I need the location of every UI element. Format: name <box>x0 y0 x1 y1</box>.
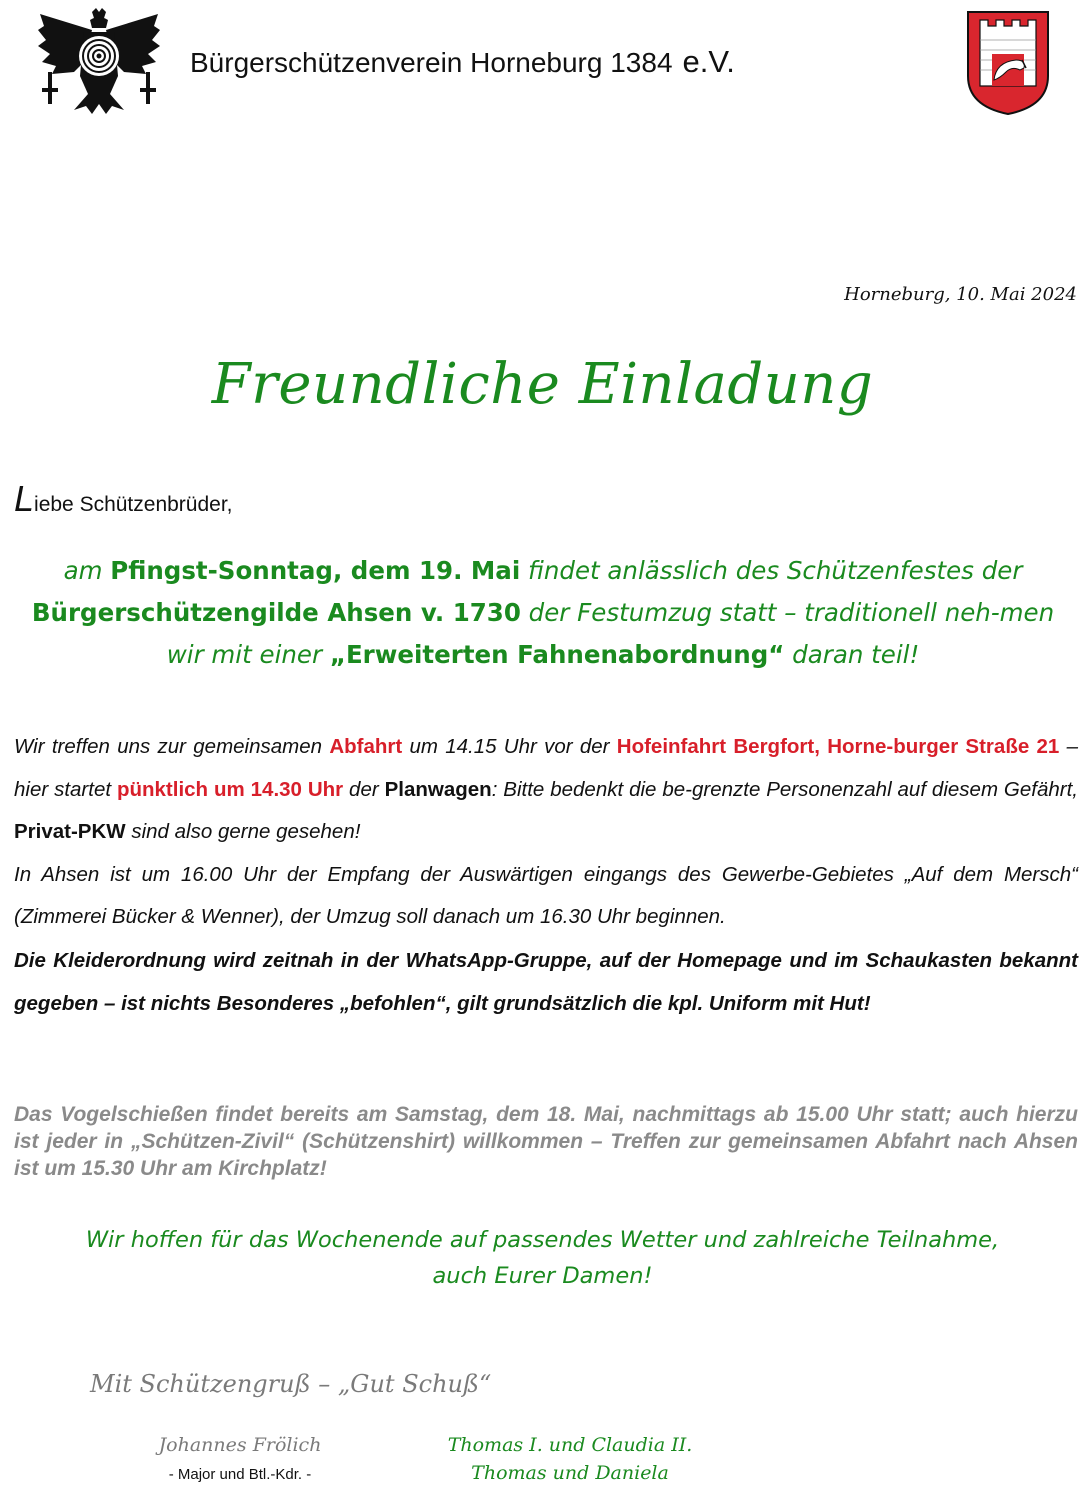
closing-line-1: Wir hoffen für das Wochenende auf passendes Wetter und zahlreiche Teilnahme, <box>85 1227 1000 1253</box>
intro-text-2: findet anlässlich des Schützenfestes der <box>520 556 1023 585</box>
eagle-target-emblem-icon <box>34 6 164 116</box>
departure-text-4: der <box>343 777 385 801</box>
departure-text-6: sind also gerne gesehen! <box>125 820 361 843</box>
signature-right-line-2: Thomas und Daniela <box>471 1462 669 1484</box>
club-name-heading <box>190 44 950 80</box>
greeting: Mit Schützengruß – „Gut Schuß“ <box>90 1370 492 1398</box>
ahsen-paragraph: In Ahsen ist um 16.00 Uhr der Empfang der Auswärtigen eingangs des Gewerbe-Gebietes „Auf dem Mersch“ (Zimmerei Bücker & Wenner), der Umzug soll danach um 16.30 Uhr beginnen. <box>14 862 1078 928</box>
intro-text-1: am <box>63 556 111 585</box>
dress-code-paragraph: Die Kleiderordnung wird zeitnah in der WhatsApp-Gruppe, auf der Homepage und im Schaukasten bekannt gegeben – ist nichts Besonderes „befohlen“, gilt grundsätzlich die kpl. Uniform mit Hut! <box>14 948 1078 1015</box>
time-highlight: pünktlich um 14.30 Uhr <box>116 777 344 801</box>
intro-guild-highlight: Bürgerschützengilde Ahsen v. 1730 <box>31 598 521 627</box>
details-section <box>14 726 1078 1025</box>
departure-paragraph <box>14 726 1078 854</box>
intro-paragraph <box>14 550 1072 676</box>
signature-left-name: Johannes Frölich <box>158 1434 322 1456</box>
closing-paragraph <box>0 1222 1085 1294</box>
club-name-text: Bürgerschützenverein Horneburg 1384 <box>190 47 673 78</box>
wagon-highlight: Planwagen <box>384 777 492 801</box>
bird-shooting-paragraph: Das Vogelschießen findet bereits am Samstag, dem 18. Mai, nachmittags ab 15.00 Uhr statt; auch hierzu ist jeder in „Schützen-Zivil“ (Schützenshirt) willkommen – Treffen zur gemeinsamen Abfahrt nach Ahsen ist um 15.30 Uhr am Kirchplatz! <box>14 1103 1078 1180</box>
salutation-initial: L <box>14 478 35 519</box>
departure-text-2: um 14.15 Uhr vor der <box>402 735 617 758</box>
letter-title: Freundliche Einladung <box>211 352 874 417</box>
closing-line-2: auch Eurer Damen! <box>432 1263 653 1289</box>
signature-left-title: - Major und Btl.-Kdr. - <box>168 1466 312 1483</box>
departure-text-1: Wir treffen uns zur gemeinsamen <box>14 735 330 758</box>
intro-date-highlight: Pfingst-Sonntag, dem 19. Mai <box>110 556 521 585</box>
location-highlight: Hofeinfahrt Bergfort, Horne-burger Straße 21 <box>616 735 1060 758</box>
salutation-text: iebe Schützenbrüder, <box>34 493 233 516</box>
departure-text-3: – hier startet <box>14 735 1078 801</box>
car-highlight: Privat-PKW <box>14 820 126 843</box>
intro-text-3: der Festumzug statt – traditionell neh-men wir mit einer <box>166 598 1055 669</box>
signature-right-line-1: Thomas I. und Claudia II. <box>447 1434 693 1456</box>
club-suffix-text: e.V. <box>682 44 735 79</box>
letter-date: Horneburg, 10. Mai 2024 <box>844 284 1077 305</box>
intro-delegation-highlight: „Erweiterten Fahnenabordnung“ <box>329 640 785 669</box>
horneburg-coat-of-arms-icon <box>966 10 1050 116</box>
intro-text-4: daran teil! <box>784 640 920 669</box>
departure-highlight: Abfahrt <box>329 735 403 758</box>
departure-text-5: : Bitte bedenkt die be-grenzte Personenzahl auf diesem Gefährt, <box>491 777 1078 801</box>
salutation <box>14 478 233 520</box>
